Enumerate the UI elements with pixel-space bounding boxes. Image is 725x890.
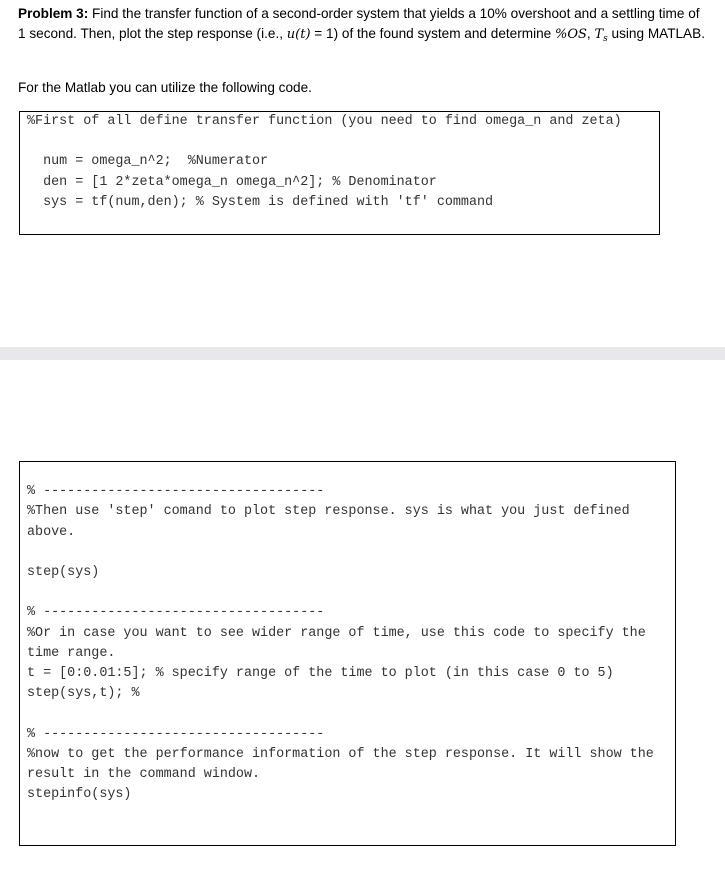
problem-statement [18, 4, 708, 49]
intro-text: For the Matlab you can utilize the following code. [18, 80, 312, 95]
code-comment: %Then use 'step' comand to plot step response. sys is what you just defined above. [27, 504, 638, 540]
code-block-step-response [19, 461, 676, 846]
settling-time-symbol: $T_s$ [594, 27, 608, 44]
code-separator: % ----------------------------------- [27, 726, 325, 742]
code-line-denominator: den = [1 2*zeta*omega_n omega_n^2]; % Denominator [27, 174, 437, 190]
problem-text-1: Find the transfer function of a second-order system that yields a 10% overshoot and a settling time of 1 second. Then, plot the step response (i.e., [18, 6, 700, 41]
code-comment: %First of all define transfer function (you need to find omega_n and zeta) [27, 114, 622, 129]
section-divider [0, 347, 725, 360]
code-block-transfer-function [19, 111, 660, 235]
code-separator: % ----------------------------------- [27, 484, 325, 500]
code-line-time-range: t = [0:0.01:5]; % specify range of the time to plot (in this case 0 to 5) [27, 665, 614, 681]
code-line-system: sys = tf(num,den); % System is defined with 'tf' command [27, 194, 494, 210]
code-comment: %now to get the performance information of the step response. It will show the result in the command window. [27, 746, 662, 782]
code-line-numerator: num = omega_n^2; %Numerator [27, 154, 269, 170]
problem-text-3: using MATLAB. [607, 26, 705, 41]
problem-label: Problem 3: [18, 6, 89, 21]
percent-overshoot-symbol: %OS [554, 27, 587, 42]
comma: , [586, 26, 595, 41]
input-function: u(t) [286, 27, 311, 42]
code-line-step-with-time: step(sys,t); % [27, 686, 140, 702]
code-separator: % ----------------------------------- [27, 605, 325, 621]
code-line-stepinfo: stepinfo(sys) [27, 787, 132, 803]
code-comment: %Or in case you want to see wider range of time, use this code to specify the time range. [27, 625, 654, 661]
problem-text-2: = 1) of the found system and determine [310, 26, 555, 41]
code-line-step: step(sys) [27, 564, 100, 580]
